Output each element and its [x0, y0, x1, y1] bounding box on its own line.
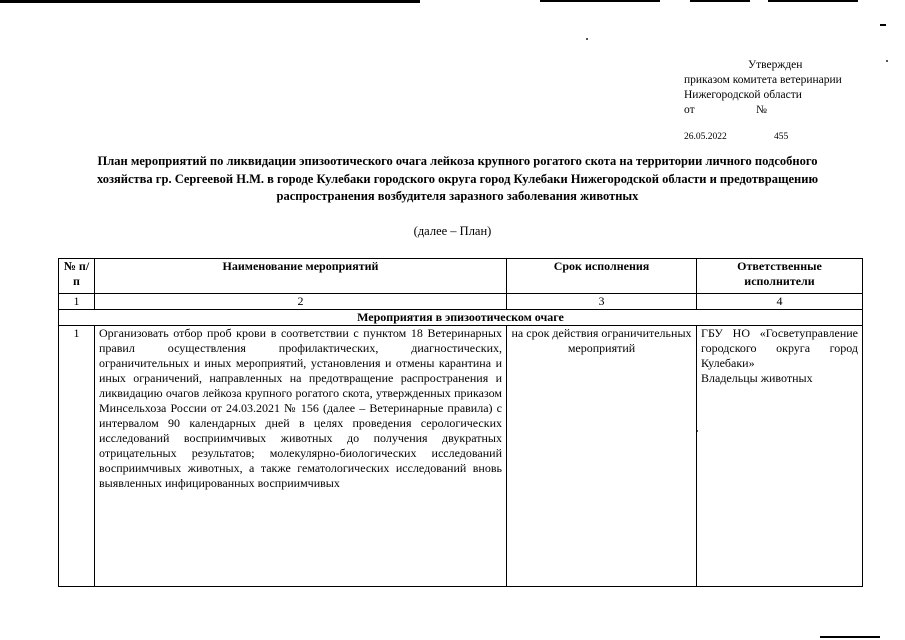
column-number: 3 [507, 294, 697, 310]
scan-edge-line-top-left [0, 0, 420, 3]
column-number-row [59, 294, 863, 310]
table-header-row [59, 259, 863, 294]
scan-edge-mark-right [880, 24, 886, 26]
table-row [59, 326, 863, 587]
plan-table [58, 258, 863, 587]
approval-number-label: № [756, 104, 767, 116]
column-number: 1 [59, 294, 95, 310]
row-deadline: на срок действия ограничительных мероприятий [507, 326, 697, 587]
header-responsible: Ответственные исполнители [697, 259, 863, 294]
approval-from-label: от [684, 104, 695, 116]
approval-date: 26.05.2022 [684, 132, 727, 142]
approval-date-number-labels [684, 103, 884, 118]
approval-line-order: приказом комитета ветеринарии [684, 74, 842, 86]
scan-edge-line-top-far-right [768, 0, 858, 2]
scan-speck [886, 60, 888, 62]
header-activity-name: Наименование мероприятий [95, 259, 507, 294]
scan-edge-line-top-mid [540, 0, 660, 2]
scan-edge-line-top-right [690, 0, 750, 2]
column-number: 2 [95, 294, 507, 310]
section-title: Мероприятия в эпизоотическом очаге [59, 310, 863, 326]
responsible-organization: ГБУ НО «Госветуправление городского округа город Кулебаки» [701, 326, 858, 370]
approval-line-region: Нижегородской области [684, 89, 802, 101]
row-responsible [697, 326, 863, 587]
responsible-owners: Владельцы животных [701, 371, 813, 385]
scan-speck [586, 38, 588, 40]
approval-date-number-values [684, 130, 884, 145]
header-number: № п/п [59, 259, 95, 294]
row-activity: Организовать отбор проб крови в соответствии с пунктом 18 Ветеринарных правил осуществления профилактических, диагностических, ограничительных и иных мероприятий, установления и отмены карантина и иных ограничений, направленных на предотвращение распространения и ликвидацию очагов лейкоза крупного рогатого скота, утвержденных приказом Минсельхоза России от 24.03.2021 № 156 (далее – Ветеринарные правила) с интервалом 90 календарных дней в целях проведения серологических исследований восприимчивых животных до получения двукратных отрицательных результатов; молекулярно-биологических исследований восприимчивых животных, а также гематологических исследований вновь выявленных инфицированных восприимчивых [95, 326, 507, 587]
column-number: 4 [697, 294, 863, 310]
row-index: 1 [59, 326, 95, 587]
scan-edge-line-bottom [820, 636, 880, 638]
document-subtitle: (далее – План) [413, 224, 492, 238]
document-title: План мероприятий по ликвидации эпизоотического очага лейкоза крупного рогатого скота на территории личного подсобного хозяйства гр. Сергеевой Н.М. в городе Кулебаки городского округа город Кулебаки Нижегородской области и предотвращению распространения возбудителя заразного заболевания животных [96, 154, 819, 203]
section-row [59, 310, 863, 326]
approval-line-approved: Утвержден [748, 59, 803, 71]
approval-stamp-block [684, 58, 884, 145]
approval-number: 455 [774, 132, 789, 142]
header-deadline: Срок исполнения [507, 259, 697, 294]
